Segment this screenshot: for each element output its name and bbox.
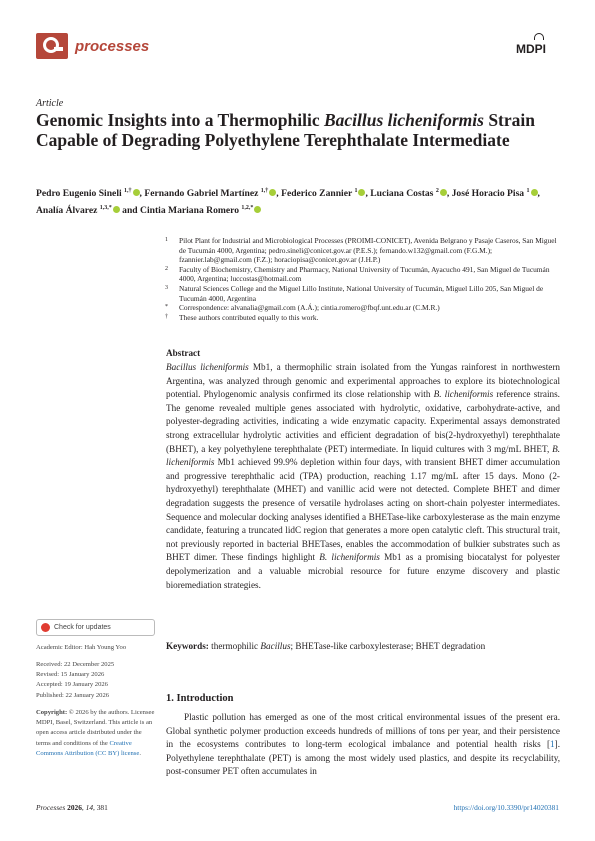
orcid-icon[interactable] (440, 189, 447, 196)
date-item: Revised: 15 January 2026 (36, 671, 105, 679)
author-name: Luciana Costas $^2$ (370, 188, 447, 199)
affiliation-item: * Correspondence: alvanalia@gmail.com (A.Á.); cintia.romero@fbqf.unt.edu.ar (C.M.R.) (165, 303, 440, 313)
author-name: Federico Zannier $^1$ (281, 188, 365, 199)
affiliation-item: 3 Natural Sciences College and the Miguel Lillo Institute, National University of Tucumán, Miguel Lillo 205, San Miguel de Tucumán 4000, Argentina (165, 283, 544, 303)
license-link[interactable]: Creative Commons Attribution (CC BY) license (36, 739, 140, 757)
citation-footer: Processes 2026, 14, 381 (36, 803, 108, 812)
keywords: Keywords: thermophilic Bacillus; BHETase-like carboxylesterase; BHET degradation (166, 641, 486, 651)
author-name: José Horacio Pisa $^1$ (452, 188, 538, 199)
orcid-icon[interactable] (269, 189, 276, 196)
publisher-logo: MDPI (516, 42, 546, 56)
author-name: Analía Álvarez $^{1,3,*}$ (36, 205, 120, 216)
abstract-text: Bacillus licheniformis Mb1, a thermophilic strain isolated from the Yungas rainforest in northwestern Argentina, was analyzed through genomic and experimental approaches to explore its biotechnological potential. Phylogenomic analysis confirmed its close relationship with B. licheniformis reference strains. The genome revealed multiple genes associated with hydrolytic, oxidative, carbohydrate-active, and polyester-degrading activities, indicating a wide enzymatic capacity. Experimental assays demonstrated strong extracellular hydrolytic activities and efficient degradation of bis(2-hydroxyethyl) terephthalate (BHET), a key polyethylene terephthalate (PET) intermediate. In liquid cultures with 3 mg/mL BHET, B. licheniformis Mb1 achieved 99.9% depletion within four days, with transient BHET dimer accumulation and progressive terephthalic acid (TPA) production, reaching 1.17 mg/mL after 15 days. Mono (2-hydroxyethyl) terephthalate (MHET) and vanillic acid were not detected. Complete BHET and dimer degradation suggests the presence of versatile hydrolases acting on short-chain polyester intermediates. Sequence and molecular docking analyses identified a BHETase-like carboxylesterase as the main enzyme candidate, featuring a truncated lidC region that generates a more open catalytic cleft. This structural trait, not previously reported in bacterial BHETases, enables the accommodation of bulkier substrates such as BHET dimer. These findings highlight B. licheniformis Mb1 as a promising biocatalyst for polyester depolymerization and a valuable microbial resource for future enzyme discovery and plastic bioremediation strategies. (166, 362, 560, 590)
author-name: Cintia Mariana Romero $^{1,2,*}$ (140, 205, 261, 216)
introduction-text: Plastic pollution has emerged as one of the most critical environmental issues of the present era. Global synthetic polymer production exceeds hundreds of millions of tons per year, and their persistence in the ecosystems contributes to long-term ecological imbalance and potential health risks [1]. Polyethylene terephthalate (PET) is among the most widely used plastics, and despite its recyclability, post-consumer PET often accumulates in (166, 712, 560, 777)
affiliations (165, 236, 565, 322)
mdpi-logo-icon (534, 33, 544, 40)
copyright-notice: Copyright: © 2026 by the authors. Licensee MDPI, Basel, Switzerland. This article is an open access article distributed under the terms and conditions of the Creative Commons Attribution (CC BY) license. (36, 709, 155, 757)
orcid-icon[interactable] (531, 189, 538, 196)
check-updates-icon (41, 623, 50, 632)
doi-link[interactable]: https://doi.org/10.3390/pr14020381 (453, 803, 559, 812)
section-heading-introduction: 1. Introduction (166, 693, 234, 704)
abstract-heading: Abstract (166, 348, 201, 358)
affiliation-item: 2 Faculty of Biochemistry, Chemistry and Pharmacy, National University of Tucumán, Ayacucho 491, San Miguel de Tucumán 4000, Argentina; luccostas@hotmail.com (165, 264, 550, 284)
author-name: Pedro Eugenio Sineli $^{1,\dagger}$ (36, 188, 140, 199)
publication-dates (36, 660, 156, 701)
date-item: Received: 22 December 2025 (36, 661, 115, 668)
author-name: Fernando Gabriel Martínez $^{1,\dagger}$ (144, 188, 276, 199)
orcid-icon[interactable] (113, 206, 120, 213)
orcid-icon[interactable] (133, 189, 140, 196)
orcid-icon[interactable] (358, 189, 365, 196)
affiliation-item: 1 Pilot Plant for Industrial and Microbiological Processes (PROIMI-CONICET), Avenida Belgrano y Pasaje Caseros, San Miguel de Tucumán 4000, Argentina; pedro.sineli@conicet.gov.ar (P.E.S.); fernando.w132@gmail.com (F.G.M.); fzannier.lab@gmail.com (F.Z.); horaciopisa@conicet.gov.ar (J.H.P.) (165, 236, 557, 265)
orcid-icon[interactable] (254, 206, 261, 213)
journal-logo (36, 33, 68, 59)
date-item: Published: 22 January 2026 (36, 691, 110, 699)
affiliation-item: † These authors contributed equally to this work. (165, 312, 319, 322)
reference-link[interactable]: 1 (550, 739, 555, 750)
article-title: Genomic Insights into a Thermophilic Bacillus licheniformis Strain Capable of Degrading Polyethylene Terephthalate Intermediate (36, 110, 535, 150)
author-list: Pedro Eugenio Sineli $^{1,\dagger}$ , Fernando Gabriel Martínez $^{1,\dagger}$ , Federico Zannier $^1$ , Luciana Costas $^2$ , José Horacio Pisa $^1$ , Analía Álvarez $^{1,3,*}$ and Cintia Mariana Romero $^{1,2,*}$ (36, 188, 540, 217)
journal-name: processes (75, 38, 150, 55)
check-for-updates-button[interactable]: Check for updates (36, 619, 155, 636)
date-item: Accepted: 19 January 2026 (36, 681, 108, 689)
article-type: Article (36, 98, 64, 109)
academic-editor: Academic Editor: Hah Young Yoo (36, 644, 127, 651)
